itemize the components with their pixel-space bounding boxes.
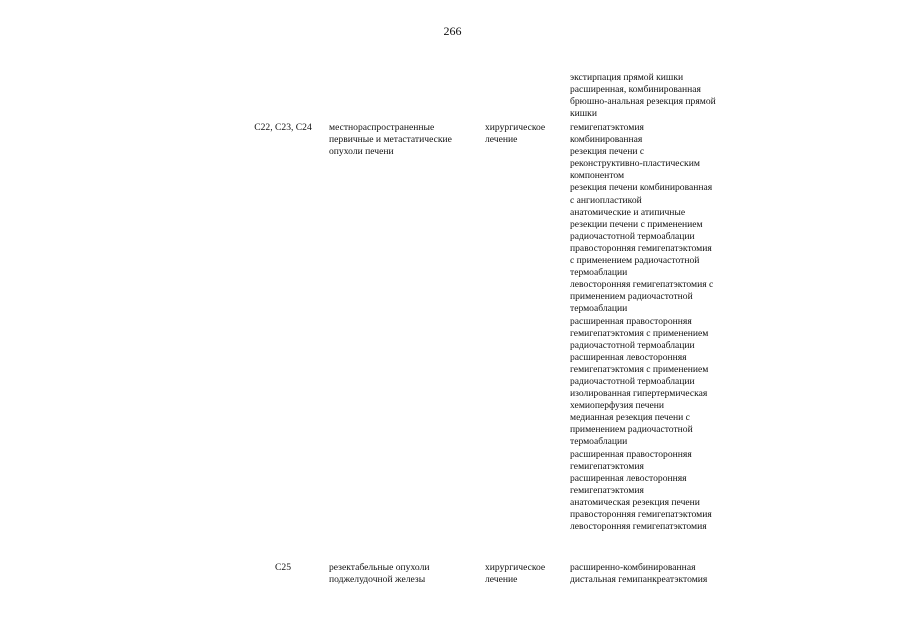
method-line: кишки <box>570 108 597 120</box>
row-methods <box>570 562 750 586</box>
treatment-line: хирургическое <box>485 122 546 133</box>
method-line: гемигепатэктомия с применением <box>570 363 709 375</box>
method-line: термоаблации <box>570 303 628 315</box>
method-line: резекция печени с <box>570 146 645 158</box>
continuation-methods <box>570 72 750 120</box>
method-line: компонентом <box>570 170 625 182</box>
method-line: термоаблации <box>570 267 628 279</box>
method-line: анатомические и атипичные <box>570 206 686 218</box>
method-line: резекция печени комбинированная <box>570 182 713 194</box>
method-line: левосторонняя гемигепатэктомия с <box>570 279 714 291</box>
method-line: применением радиочастотной <box>570 424 693 436</box>
method-line: с применением радиочастотной <box>570 255 700 267</box>
method-line: применением радиочастотной <box>570 291 693 303</box>
method-line: с ангиопластикой <box>570 194 642 206</box>
method-line: хемиоперфузия печени <box>570 400 665 412</box>
method-line: термоаблации <box>570 436 628 448</box>
method-line: расширенно-комбинированная <box>570 562 696 573</box>
method-line: правосторонняя гемигепатэктомия <box>570 509 712 520</box>
method-line: анатомическая резекция печени <box>570 496 700 508</box>
method-line: левосторонняя гемигепатэктомия <box>570 521 707 533</box>
treatment-line: хирургическое <box>485 562 546 573</box>
method-line: правосторонняя гемигепатэктомия <box>570 242 712 254</box>
method-line: изолированная гипертермическая <box>570 388 708 400</box>
method-line: экстирпация прямой кишки <box>570 72 684 83</box>
method-line: дистальная гемипанкреатэктомия <box>570 574 708 586</box>
method-line: медианная резекция печени с <box>570 412 690 424</box>
method-line: расширенная левосторонняя <box>570 351 687 363</box>
row-methods <box>570 122 750 533</box>
method-line: расширенная, комбинированная <box>570 84 701 96</box>
method-line: расширенная правосторонняя <box>570 315 692 327</box>
method-line: брюшно-анальная резекция прямой <box>570 96 716 108</box>
icd-code: C25 <box>275 562 291 573</box>
method-line: гемигепатэктомия <box>570 460 644 472</box>
method-line: радиочастотной термоаблации <box>570 230 695 242</box>
method-line: резекции печени с применением <box>570 218 703 230</box>
page-number: 266 <box>443 24 462 38</box>
method-line: гемигепатэктомия <box>570 122 644 133</box>
diagnosis-line: первичные и метастатические <box>329 134 452 146</box>
method-line: гемигепатэктомия с применением <box>570 327 709 339</box>
row-diagnosis <box>329 122 477 158</box>
diagnosis-line: местнораспространенные <box>329 122 435 133</box>
method-line: радиочастотной термоаблации <box>570 339 695 351</box>
treatment-line: лечение <box>485 574 518 586</box>
method-line: комбинированная <box>570 134 643 146</box>
diagnosis-line: опухоли печени <box>329 146 394 158</box>
row-code <box>248 562 318 574</box>
diagnosis-line: поджелудочной железы <box>329 574 426 586</box>
row-treatment <box>485 122 565 146</box>
method-line: реконструктивно-пластическим <box>570 158 700 170</box>
method-line: расширенная левосторонняя <box>570 472 687 484</box>
method-line: гемигепатэктомия <box>570 484 644 496</box>
row-treatment <box>485 562 565 586</box>
method-line: радиочастотной термоаблации <box>570 375 695 387</box>
diagnosis-line: резектабельные опухоли <box>329 562 430 573</box>
method-line: расширенная правосторонняя <box>570 448 692 460</box>
treatment-line: лечение <box>485 134 518 146</box>
icd-code: C22, C23, C24 <box>254 122 312 133</box>
row-code <box>248 122 318 134</box>
row-diagnosis <box>329 562 477 586</box>
